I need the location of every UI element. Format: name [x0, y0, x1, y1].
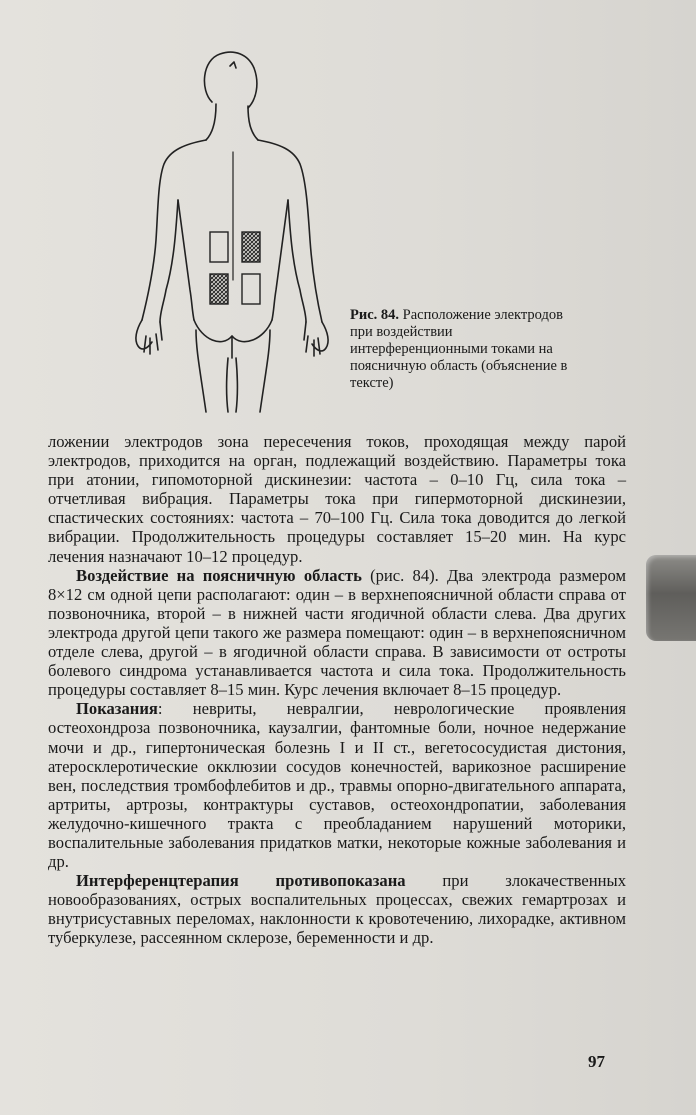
- body-text: [48, 432, 626, 948]
- figure-caption: [350, 307, 580, 392]
- figure-caption-text: Расположение электродов при воздействии интерференционными токами на поясничную область (объяснение в тексте): [350, 307, 568, 391]
- paragraph-4-heading: Интерференцтерапия противопоказана: [76, 871, 406, 891]
- figure-caption-label: Рис. 84.: [350, 307, 400, 323]
- back-figure-illustration: [130, 40, 340, 415]
- paragraph-2-heading: Воздействие на поясничную область: [76, 565, 362, 585]
- paragraph-1: ложении электродов зона пересечения токов, проходящая между парой электродов, приходится на орган, подлежащий воздействию. Параметры тока при атонии, гипомоторной дискинезии: частота – 0–10 Гц, сила тока – отчетливая вибрация. Параметры тока при гипермоторной дискинезии, спастических состояниях: частота – 70–100 Гц. Сила тока доводится до легкой вибрации. Продолжительность процедуры составляет 15–20 мин. На курс лечения назначают 10–12 процедур.: [48, 432, 626, 566]
- paragraph-2: [48, 566, 626, 700]
- paragraph-3-text: : невриты, невралгии, неврологические проявления остеохондроза позвоночника, каузалгии, фантомные боли, ночное недержание мочи и др., гипертоническая болезнь I и II ст., вегетососудистая дистония, атеросклеротические окклюзии сосудов конечностей, варикозное расширение вен, последствия тромбофлебитов и др., травмы опорно-двигательного аппарата, артриты, артрозы, контрактуры суставов, остеохондропатии, заболевания желудочно-кишечного тракта с преобладанием нарушений моторики, воспалительные заболевания придатков матки, некоторые кожные заболевания и др.: [48, 699, 626, 872]
- paragraph-3: [48, 699, 626, 871]
- page-number: 97: [588, 1052, 605, 1071]
- paragraph-4-text: при злокачественных новообразованиях, острых воспалительных процессах, свежих гемартрозах и внутрисуставных переломах, наклонности к кровотечению, лихорадке, активном туберкулезе, рассеянном склерозе, беременности и др.: [48, 871, 626, 948]
- paragraph-3-heading: Показания: [76, 699, 158, 719]
- binder-clip: [646, 555, 696, 641]
- paragraph-2-text: (рис. 84). Два электрода размером 8×12 см одной цепи располагают: один – в верхнепоясничной области справа от позвоночника, второй – в нижней части ягодичной области слева. Два других электрода другой цепи такого же размера помещают: один – в верхнепоясничном отделе слева, другой – в ягодичной области справа. В зависимости от остроты болевого синдрома устанавливается частота и сила тока. Продолжительность процедуры составляет 8–15 мин. Курс лечения включает 8–15 процедур.: [48, 565, 627, 700]
- paragraph-4: [48, 871, 626, 947]
